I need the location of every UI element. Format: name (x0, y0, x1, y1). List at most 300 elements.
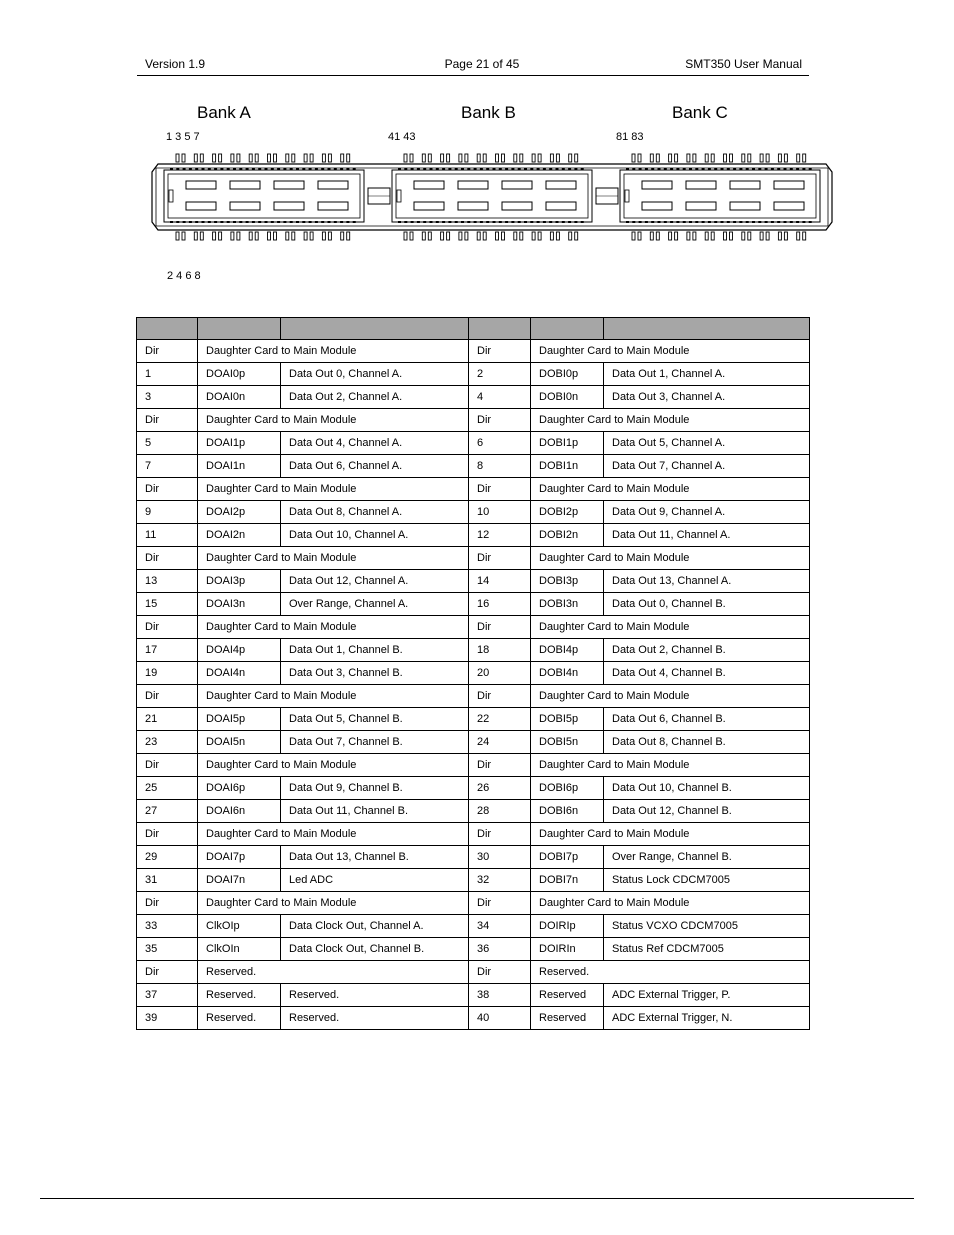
table-cell: Dir (137, 616, 198, 639)
connector-pin (249, 232, 252, 240)
table-cell: Data Out 0, Channel A. (281, 363, 469, 386)
connector-pin (274, 232, 277, 240)
connector-pin (778, 154, 781, 162)
table-cell: 37 (137, 984, 198, 1007)
connector-pin (656, 232, 659, 240)
table-cell: DOBI0n (531, 386, 604, 409)
table-cell: Dir (137, 823, 198, 846)
table-cell: 20 (469, 662, 531, 685)
table-cell: Dir (469, 547, 531, 570)
table-row (137, 639, 810, 662)
table-cell: Reserved (531, 1007, 604, 1030)
connector-pin (575, 154, 578, 162)
table-cell: DOAI2n (198, 524, 281, 547)
connector-pin (550, 232, 553, 240)
header-cell (198, 318, 281, 340)
connector-pin (638, 232, 641, 240)
table-cell: Reserved. (198, 1007, 281, 1030)
table-cell: 29 (137, 846, 198, 869)
connector-pin (748, 154, 751, 162)
table-row (137, 662, 810, 685)
connector-pin (328, 232, 331, 240)
table-cell: Status Ref CDCM7005 (604, 938, 810, 961)
table-cell: Data Out 4, Channel B. (604, 662, 810, 685)
connector-pin (428, 232, 431, 240)
table-cell: Data Out 4, Channel A. (281, 432, 469, 455)
connector-pin (748, 232, 751, 240)
table-row (137, 570, 810, 593)
table-cell: DOBI5p (531, 708, 604, 731)
connector-pin (514, 232, 517, 240)
header-cell (137, 318, 198, 340)
connector-pin (650, 232, 653, 240)
table-row (137, 708, 810, 731)
connector-pin (650, 154, 653, 162)
table-cell: Data Out 1, Channel A. (604, 363, 810, 386)
table-cell: Daughter Card to Main Module (198, 547, 469, 570)
table-row (137, 938, 810, 961)
table-cell: 7 (137, 455, 198, 478)
table-cell: Data Out 11, Channel A. (604, 524, 810, 547)
table-row (137, 846, 810, 869)
connector-pin (675, 232, 678, 240)
connector-pin (556, 154, 559, 162)
connector-pin (711, 232, 714, 240)
connector-pin (219, 154, 222, 162)
bank-b-top-pins: 41 43 (388, 131, 416, 143)
table-cell: Data Out 8, Channel B. (604, 731, 810, 754)
table-cell: Data Out 12, Channel A. (281, 570, 469, 593)
manual-title: SMT350 User Manual (685, 57, 802, 71)
connector-pin (310, 232, 313, 240)
connector-pin (182, 154, 185, 162)
connector-pin (538, 154, 541, 162)
connector-pin (711, 154, 714, 162)
table-cell: DOAI6n (198, 800, 281, 823)
table-cell: 34 (469, 915, 531, 938)
connector-pin (347, 232, 350, 240)
table-cell: DOBI4n (531, 662, 604, 685)
table-row (137, 1007, 810, 1030)
connector-bank (392, 169, 592, 222)
direction-row (137, 892, 810, 915)
connector-pin (286, 154, 289, 162)
table-cell: 11 (137, 524, 198, 547)
table-cell: 5 (137, 432, 198, 455)
table-cell: 38 (469, 984, 531, 1007)
connector-bank (620, 169, 820, 222)
connector-pin (669, 232, 672, 240)
table-cell: 8 (469, 455, 531, 478)
table-cell: Dir (469, 478, 531, 501)
table-cell: 14 (469, 570, 531, 593)
connector-pin (803, 232, 806, 240)
table-cell: 36 (469, 938, 531, 961)
table-cell: DOAI4n (198, 662, 281, 685)
connector-pin (693, 232, 696, 240)
table-cell: Dir (137, 754, 198, 777)
table-cell: DOIRIp (531, 915, 604, 938)
direction-row (137, 340, 810, 363)
table-cell: 23 (137, 731, 198, 754)
table-cell: Daughter Card to Main Module (198, 340, 469, 363)
direction-row (137, 754, 810, 777)
table-cell: ADC External Trigger, P. (604, 984, 810, 1007)
connector-pin (341, 154, 344, 162)
connector-pin (693, 154, 696, 162)
table-cell: Data Out 10, Channel A. (281, 524, 469, 547)
table-cell: Data Out 13, Channel B. (281, 846, 469, 869)
direction-row (137, 823, 810, 846)
table-cell: Dir (469, 961, 531, 984)
table-cell: 4 (469, 386, 531, 409)
table-cell: Data Out 13, Channel A. (604, 570, 810, 593)
table-cell: 35 (137, 938, 198, 961)
connector-pin (687, 232, 690, 240)
connector-pin (705, 232, 708, 240)
connector-pin (550, 154, 553, 162)
table-cell: DOAI7p (198, 846, 281, 869)
table-cell: Dir (137, 478, 198, 501)
table-cell: Daughter Card to Main Module (198, 685, 469, 708)
connector-pin (760, 232, 763, 240)
connector-pin (766, 154, 769, 162)
table-cell: DOBI4p (531, 639, 604, 662)
connector-pin (410, 154, 413, 162)
connector-pin (532, 154, 535, 162)
table-cell: Daughter Card to Main Module (198, 478, 469, 501)
table-cell: Daughter Card to Main Module (531, 823, 810, 846)
connector-pin (730, 154, 733, 162)
table-cell: Dir (137, 340, 198, 363)
pinout-table (136, 317, 810, 1030)
connector-pin (249, 154, 252, 162)
table-cell: Daughter Card to Main Module (531, 754, 810, 777)
table-cell: Data Out 12, Channel B. (604, 800, 810, 823)
table-cell: Data Out 5, Channel A. (604, 432, 810, 455)
connector-pin (200, 154, 203, 162)
table-cell: 26 (469, 777, 531, 800)
table-cell: Data Out 9, Channel B. (281, 777, 469, 800)
table-cell: Data Out 7, Channel B. (281, 731, 469, 754)
bank-a-bottom-pins: 2 4 6 8 (167, 270, 201, 282)
connector-pin (322, 232, 325, 240)
table-cell: 40 (469, 1007, 531, 1030)
table-cell: Dir (469, 823, 531, 846)
table-cell: Daughter Card to Main Module (198, 754, 469, 777)
table-cell: Reserved. (281, 1007, 469, 1030)
connector-pin (675, 154, 678, 162)
connector-pin (447, 154, 450, 162)
table-cell: 30 (469, 846, 531, 869)
table-cell: Daughter Card to Main Module (531, 478, 810, 501)
connector-pin (219, 232, 222, 240)
table-cell: 6 (469, 432, 531, 455)
connector-pin (465, 232, 468, 240)
connector-pin (483, 154, 486, 162)
table-cell: Data Out 9, Channel A. (604, 501, 810, 524)
connector-bank (164, 169, 364, 222)
table-cell: Data Clock Out, Channel A. (281, 915, 469, 938)
connector-pin (502, 232, 505, 240)
table-cell: DOBI1p (531, 432, 604, 455)
bank-a-label: Bank A (197, 103, 251, 122)
table-cell: DOAI1n (198, 455, 281, 478)
table-cell: Dir (137, 409, 198, 432)
table-row (137, 731, 810, 754)
header-cell (604, 318, 810, 340)
table-row (137, 524, 810, 547)
connector-pin (292, 154, 295, 162)
connector-pin (231, 232, 234, 240)
table-cell: 13 (137, 570, 198, 593)
table-cell: DOAI7n (198, 869, 281, 892)
connector-inner-outline (156, 168, 828, 226)
connector-pin (404, 154, 407, 162)
table-cell: Data Out 8, Channel A. (281, 501, 469, 524)
table-cell: DOBI2p (531, 501, 604, 524)
direction-row (137, 616, 810, 639)
table-cell: Data Out 0, Channel B. (604, 593, 810, 616)
table-cell: Data Out 3, Channel A. (604, 386, 810, 409)
connector-pin (328, 154, 331, 162)
connector-pin (496, 232, 499, 240)
table-cell: Dir (137, 892, 198, 915)
table-cell: ClkOIp (198, 915, 281, 938)
connector-pin (213, 232, 216, 240)
table-cell: Reserved. (198, 984, 281, 1007)
connector-pin (569, 154, 572, 162)
table-cell: Dir (469, 340, 531, 363)
connector-pin (784, 232, 787, 240)
connector-pin (422, 154, 425, 162)
table-cell: Data Out 3, Channel B. (281, 662, 469, 685)
table-cell: Over Range, Channel B. (604, 846, 810, 869)
connector-pin (176, 232, 179, 240)
connector-pin (569, 232, 572, 240)
table-row (137, 915, 810, 938)
table-cell: Status Lock CDCM7005 (604, 869, 810, 892)
connector-pin (797, 154, 800, 162)
direction-row (137, 478, 810, 501)
table-cell: 24 (469, 731, 531, 754)
header-cell (281, 318, 469, 340)
direction-row (137, 409, 810, 432)
table-cell: Data Out 2, Channel B. (604, 639, 810, 662)
table-cell: DOAI3n (198, 593, 281, 616)
table-cell: DOAI5p (198, 708, 281, 731)
footer-rule (40, 1198, 914, 1199)
table-cell: Dir (137, 961, 198, 984)
connector-pin (705, 154, 708, 162)
connector-pin (632, 232, 635, 240)
connector-pin (638, 154, 641, 162)
connector-pin (213, 154, 216, 162)
connector-pin (520, 232, 523, 240)
connector-pin (465, 154, 468, 162)
table-cell: Over Range, Channel A. (281, 593, 469, 616)
table-cell: Data Out 10, Channel B. (604, 777, 810, 800)
bank-key (368, 188, 618, 204)
table-cell: DOBI1n (531, 455, 604, 478)
connector-pin (428, 154, 431, 162)
direction-row (137, 547, 810, 570)
connector-pin (304, 232, 307, 240)
table-cell: 21 (137, 708, 198, 731)
connector-pin (784, 154, 787, 162)
connector-pin (268, 232, 271, 240)
connector-pin (237, 154, 240, 162)
connector-pin (182, 232, 185, 240)
connector-pin (514, 154, 517, 162)
connector-pin (200, 232, 203, 240)
table-cell: Daughter Card to Main Module (198, 409, 469, 432)
connector-pin (322, 154, 325, 162)
connector-pin (347, 154, 350, 162)
connector-pin (237, 232, 240, 240)
table-cell: DOBI0p (531, 363, 604, 386)
connector-pin (422, 232, 425, 240)
table-cell: DOBI6p (531, 777, 604, 800)
connector-pin (656, 154, 659, 162)
table-row (137, 501, 810, 524)
table-row (137, 984, 810, 1007)
connector-pin (632, 154, 635, 162)
table-cell: Status VCXO CDCM7005 (604, 915, 810, 938)
table-cell: 1 (137, 363, 198, 386)
table-cell: Reserved (531, 984, 604, 1007)
connector-diagram (148, 150, 838, 245)
connector-pin (477, 154, 480, 162)
table-cell: DOAI0n (198, 386, 281, 409)
table-cell: Daughter Card to Main Module (198, 616, 469, 639)
connector-pin (194, 154, 197, 162)
table-cell: Data Out 6, Channel B. (604, 708, 810, 731)
table-cell: 17 (137, 639, 198, 662)
table-cell: Dir (469, 409, 531, 432)
connector-pin (742, 154, 745, 162)
table-cell: 9 (137, 501, 198, 524)
connector-pin (341, 232, 344, 240)
connector-pin (176, 154, 179, 162)
connector-pin (194, 232, 197, 240)
table-cell: 39 (137, 1007, 198, 1030)
table-cell: DOAI6p (198, 777, 281, 800)
header-rule (137, 75, 809, 76)
connector-pin (255, 232, 258, 240)
bank-b-label: Bank B (461, 103, 516, 122)
table-row (137, 432, 810, 455)
table-cell: Daughter Card to Main Module (531, 616, 810, 639)
table-cell: DOBI7p (531, 846, 604, 869)
table-cell: Dir (137, 685, 198, 708)
table-row (137, 869, 810, 892)
table-cell: Data Out 5, Channel B. (281, 708, 469, 731)
table-cell: 12 (469, 524, 531, 547)
connector-pin (556, 232, 559, 240)
direction-row (137, 685, 810, 708)
connector-pin (231, 154, 234, 162)
connector-pin (496, 154, 499, 162)
connector-pin (520, 154, 523, 162)
table-cell: ADC External Trigger, N. (604, 1007, 810, 1030)
connector-pin (292, 232, 295, 240)
table-cell: DOIRIn (531, 938, 604, 961)
connector-pin (766, 232, 769, 240)
table-row (137, 363, 810, 386)
connector-pin (730, 232, 733, 240)
connector-pin (255, 154, 258, 162)
connector-pin (742, 232, 745, 240)
table-cell: ClkOIn (198, 938, 281, 961)
connector-pin (459, 232, 462, 240)
table-cell: 32 (469, 869, 531, 892)
bank-c-top-pins: 81 83 (616, 131, 644, 143)
connector-pin (778, 232, 781, 240)
table-cell: Led ADC (281, 869, 469, 892)
table-cell: Daughter Card to Main Module (531, 409, 810, 432)
connector-pin (459, 154, 462, 162)
table-cell: Daughter Card to Main Module (531, 340, 810, 363)
connector-pin (410, 232, 413, 240)
table-cell: Dir (137, 547, 198, 570)
table-cell: Dir (469, 892, 531, 915)
table-cell: 33 (137, 915, 198, 938)
connector-pin (274, 154, 277, 162)
table-cell: 16 (469, 593, 531, 616)
table-cell: DOAI3p (198, 570, 281, 593)
page-number: Page 21 of 45 (444, 57, 520, 71)
table-cell: Data Clock Out, Channel B. (281, 938, 469, 961)
header-cell (469, 318, 531, 340)
connector-pin (575, 232, 578, 240)
table-row (137, 800, 810, 823)
connector-pin (502, 154, 505, 162)
table-cell: DOBI3p (531, 570, 604, 593)
table-cell: Reserved. (281, 984, 469, 1007)
table-cell: 18 (469, 639, 531, 662)
connector-pin (447, 232, 450, 240)
table-row (137, 455, 810, 478)
table-cell: DOAI1p (198, 432, 281, 455)
table-cell: Daughter Card to Main Module (531, 547, 810, 570)
table-cell: 19 (137, 662, 198, 685)
connector-pin (538, 232, 541, 240)
table-cell: Data Out 2, Channel A. (281, 386, 469, 409)
table-cell: 2 (469, 363, 531, 386)
table-cell: Daughter Card to Main Module (198, 823, 469, 846)
table-cell: 3 (137, 386, 198, 409)
table-cell: Data Out 7, Channel A. (604, 455, 810, 478)
connector-pin (268, 154, 271, 162)
header-cell (531, 318, 604, 340)
table-cell: Dir (469, 685, 531, 708)
table-cell: 31 (137, 869, 198, 892)
connector-pin (483, 232, 486, 240)
table-cell: DOBI6n (531, 800, 604, 823)
table-row (137, 386, 810, 409)
table-cell: 28 (469, 800, 531, 823)
connector-pin (310, 154, 313, 162)
table-cell: Data Out 11, Channel B. (281, 800, 469, 823)
table-header-row (137, 318, 810, 340)
direction-row (137, 961, 810, 984)
table-cell: Data Out 6, Channel A. (281, 455, 469, 478)
version-label: Version 1.9 (145, 57, 206, 71)
connector-pin (441, 154, 444, 162)
table-cell: DOAI4p (198, 639, 281, 662)
table-cell: 10 (469, 501, 531, 524)
